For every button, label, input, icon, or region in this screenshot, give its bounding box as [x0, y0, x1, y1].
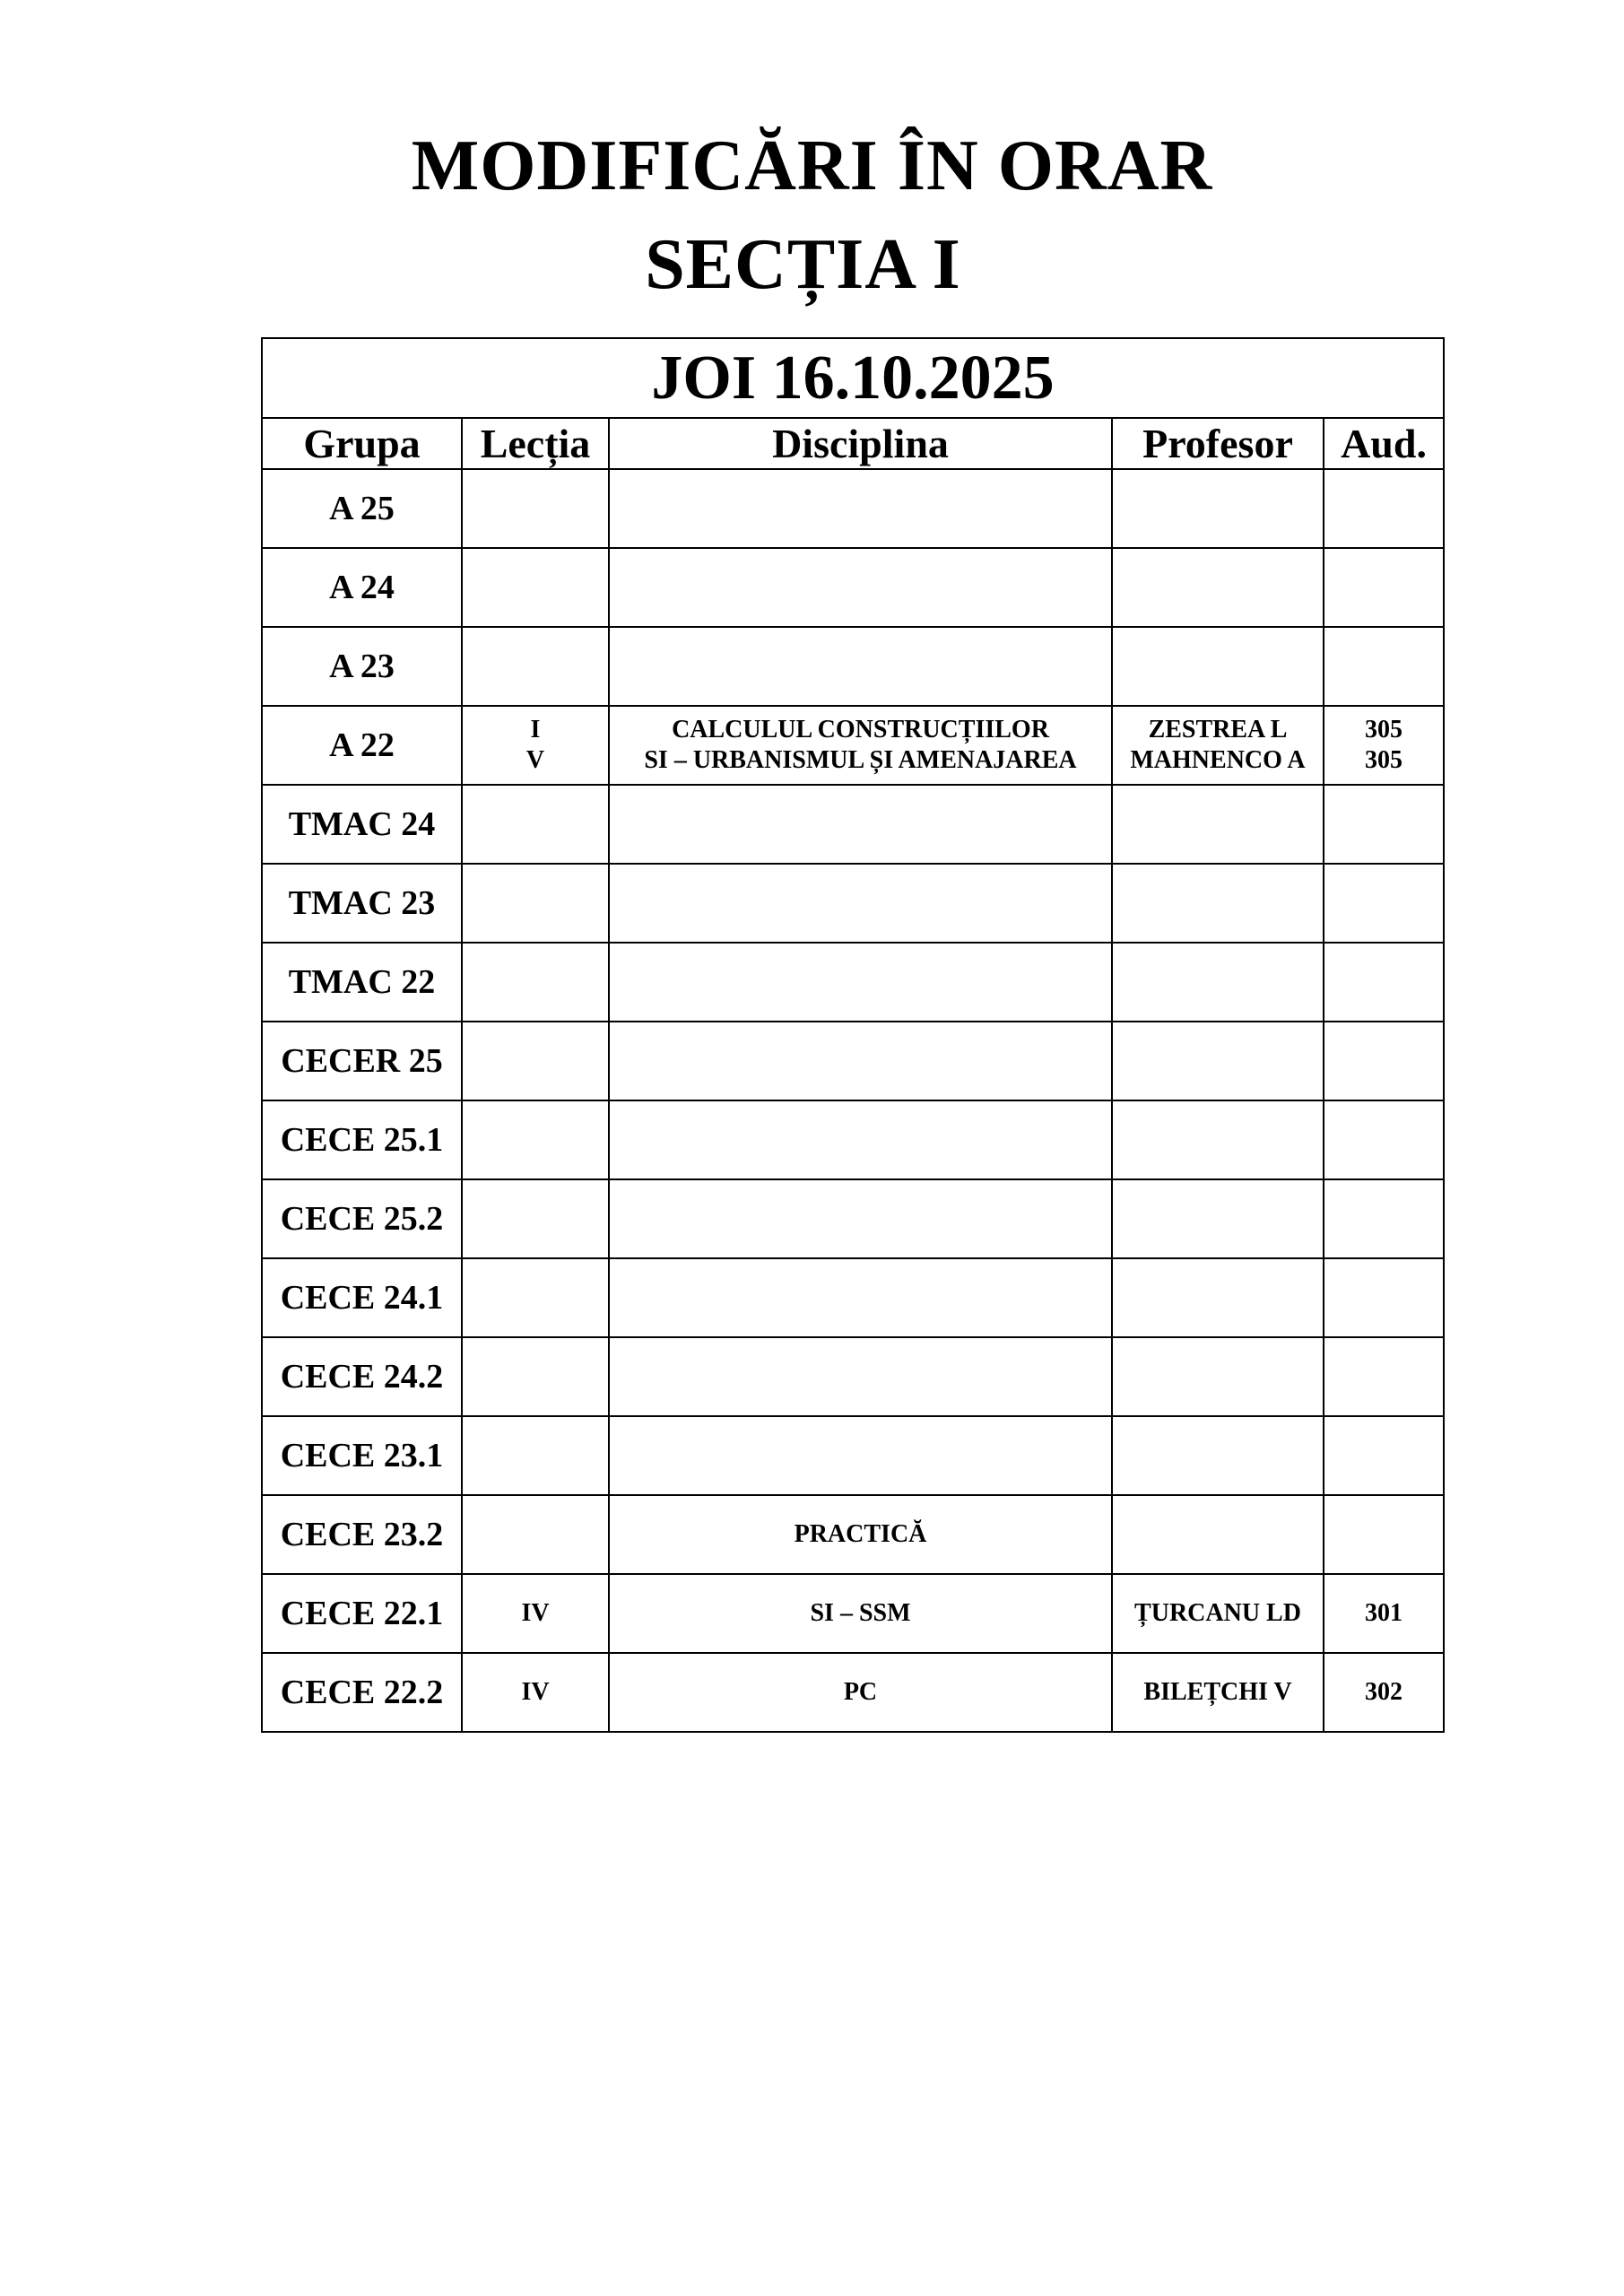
cell-disciplina	[609, 548, 1112, 627]
cell-grupa: A 22	[262, 706, 462, 785]
cell-lectia	[462, 548, 609, 627]
cell-profesor	[1112, 548, 1324, 627]
cell-grupa: CECE 24.1	[262, 1258, 462, 1337]
cell-profesor	[1112, 943, 1324, 1022]
col-header-disciplina: Disciplina	[609, 418, 1112, 469]
page-subtitle: SECȚIA I	[645, 225, 961, 304]
cell-aud	[1324, 1258, 1444, 1337]
cell-lectia	[462, 864, 609, 943]
cell-disciplina: PC	[609, 1653, 1112, 1732]
cell-grupa: CECE 25.1	[262, 1100, 462, 1179]
page-title: MODIFICĂRI ÎN ORAR	[411, 126, 1213, 205]
table-row	[262, 943, 1444, 1022]
cell-disciplina	[609, 785, 1112, 864]
cell-lectia	[462, 785, 609, 864]
cell-disciplina	[609, 1416, 1112, 1495]
cell-profesor	[1112, 1258, 1324, 1337]
cell-aud	[1324, 785, 1444, 864]
cell-disciplina	[609, 864, 1112, 943]
cell-aud	[1324, 469, 1444, 548]
cell-aud	[1324, 1416, 1444, 1495]
cell-grupa: CECE 23.2	[262, 1495, 462, 1574]
cell-lectia: I V	[462, 706, 609, 785]
cell-aud	[1324, 864, 1444, 943]
cell-profesor: BILEȚCHI V	[1112, 1653, 1324, 1732]
cell-disciplina	[609, 1258, 1112, 1337]
cell-grupa: CECE 24.2	[262, 1337, 462, 1416]
col-header-aud: Aud.	[1324, 418, 1444, 469]
cell-lectia	[462, 943, 609, 1022]
table-row	[262, 548, 1444, 627]
table-row	[262, 1179, 1444, 1258]
table-row	[262, 1337, 1444, 1416]
cell-grupa: CECE 22.1	[262, 1574, 462, 1653]
cell-disciplina	[609, 627, 1112, 706]
cell-disciplina	[609, 1100, 1112, 1179]
table-row	[262, 706, 1444, 785]
cell-grupa: A 23	[262, 627, 462, 706]
cell-lectia	[462, 1416, 609, 1495]
date-header: JOI 16.10.2025	[262, 338, 1444, 418]
col-header-profesor: Profesor	[1112, 418, 1324, 469]
cell-profesor	[1112, 864, 1324, 943]
table-row	[262, 785, 1444, 864]
cell-disciplina: CALCULUL CONSTRUCȚIILOR SI – URBANISMUL ȘI AMENAJAREA	[609, 706, 1112, 785]
cell-grupa: TMAC 22	[262, 943, 462, 1022]
table-row	[262, 1574, 1444, 1653]
cell-aud: 301	[1324, 1574, 1444, 1653]
cell-profesor: ZESTREA L MAHNENCO A	[1112, 706, 1324, 785]
cell-lectia	[462, 627, 609, 706]
cell-grupa: CECE 23.1	[262, 1416, 462, 1495]
cell-lectia: IV	[462, 1574, 609, 1653]
cell-aud	[1324, 1179, 1444, 1258]
table-row	[262, 627, 1444, 706]
cell-aud: 302	[1324, 1653, 1444, 1732]
cell-aud	[1324, 1100, 1444, 1179]
cell-profesor	[1112, 1179, 1324, 1258]
cell-grupa: CECE 25.2	[262, 1179, 462, 1258]
cell-aud	[1324, 548, 1444, 627]
table-row	[262, 1495, 1444, 1574]
cell-lectia: IV	[462, 1653, 609, 1732]
table-row	[262, 1258, 1444, 1337]
schedule-table	[261, 337, 1445, 1733]
cell-profesor	[1112, 1416, 1324, 1495]
cell-profesor	[1112, 469, 1324, 548]
table-row	[262, 864, 1444, 943]
table-row	[262, 1100, 1444, 1179]
table-row	[262, 1022, 1444, 1100]
cell-aud	[1324, 1022, 1444, 1100]
cell-lectia	[462, 1495, 609, 1574]
cell-disciplina: PRACTICĂ	[609, 1495, 1112, 1574]
cell-grupa: A 25	[262, 469, 462, 548]
cell-profesor: ȚURCANU LD	[1112, 1574, 1324, 1653]
cell-lectia	[462, 1179, 609, 1258]
cell-profesor	[1112, 1337, 1324, 1416]
cell-grupa: CECER 25	[262, 1022, 462, 1100]
cell-disciplina	[609, 1022, 1112, 1100]
cell-aud	[1324, 1337, 1444, 1416]
cell-grupa: CECE 22.2	[262, 1653, 462, 1732]
cell-aud	[1324, 1495, 1444, 1574]
cell-grupa: TMAC 23	[262, 864, 462, 943]
cell-disciplina	[609, 469, 1112, 548]
cell-profesor	[1112, 627, 1324, 706]
cell-aud	[1324, 627, 1444, 706]
cell-profesor	[1112, 1100, 1324, 1179]
col-header-lectia: Lecția	[462, 418, 609, 469]
col-header-grupa: Grupa	[262, 418, 462, 469]
table-row	[262, 1653, 1444, 1732]
cell-aud: 305 305	[1324, 706, 1444, 785]
cell-grupa: TMAC 24	[262, 785, 462, 864]
cell-profesor	[1112, 1022, 1324, 1100]
cell-disciplina	[609, 1337, 1112, 1416]
cell-grupa: A 24	[262, 548, 462, 627]
cell-lectia	[462, 1100, 609, 1179]
table-row	[262, 1416, 1444, 1495]
cell-profesor	[1112, 1495, 1324, 1574]
cell-profesor	[1112, 785, 1324, 864]
cell-disciplina	[609, 943, 1112, 1022]
cell-lectia	[462, 1022, 609, 1100]
cell-lectia	[462, 1258, 609, 1337]
cell-disciplina: SI – SSM	[609, 1574, 1112, 1653]
cell-lectia	[462, 469, 609, 548]
cell-disciplina	[609, 1179, 1112, 1258]
cell-lectia	[462, 1337, 609, 1416]
cell-aud	[1324, 943, 1444, 1022]
table-row	[262, 469, 1444, 548]
